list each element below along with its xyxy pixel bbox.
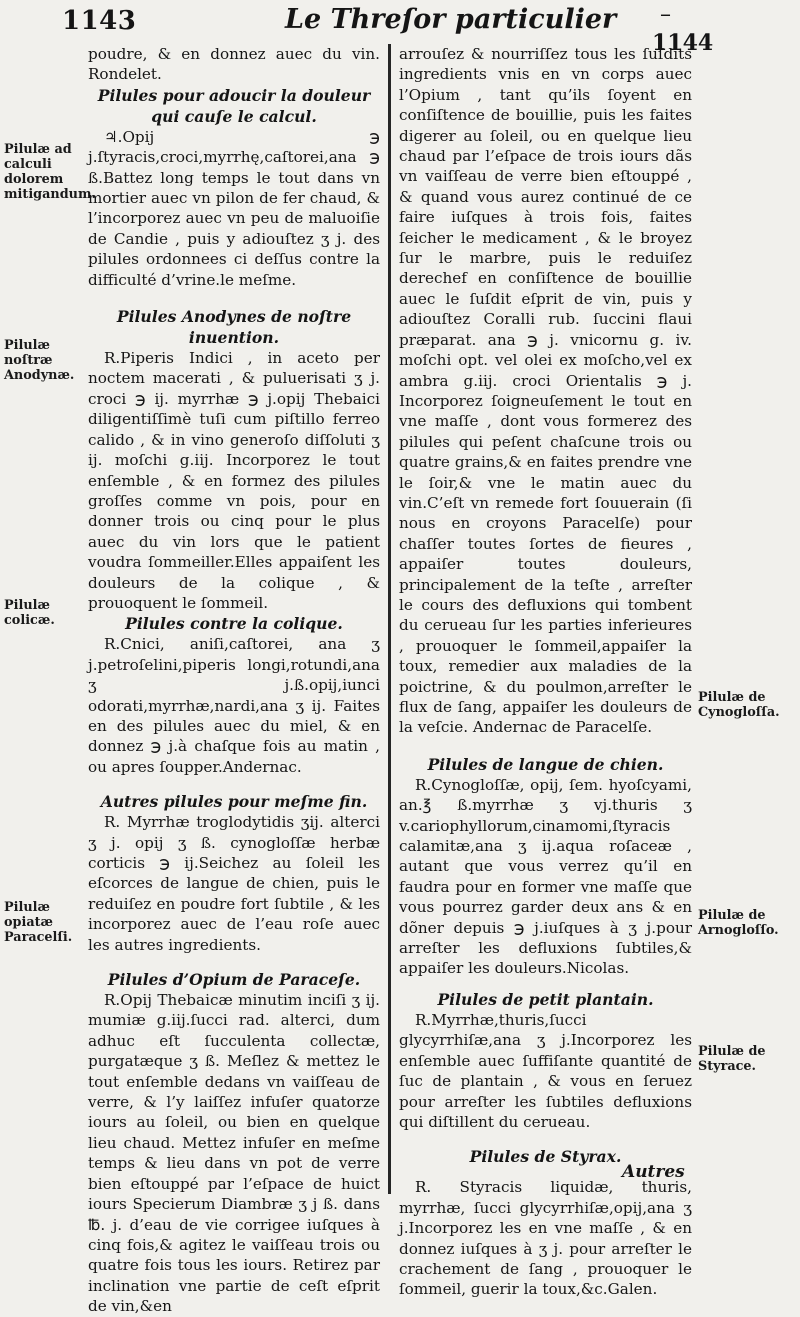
heading-other-pills: Autres pilules pour meſme fin. bbox=[100, 792, 368, 812]
body-colic-pills: R.Cnici, aniſi,caſtorei, ana ʒ j.petroſelini,piperis longi,rotundi,ana ʒ j.ß.opij,iunci odorati,myrrhæ,nardi,ana ʒ ij. Faites en des pilules auec du miel, & en donnez ℈ j.à chaſque fois au matin , ou apres ſoupper.Andernac. bbox=[88, 635, 380, 776]
header-dash-mark: – bbox=[660, 2, 671, 27]
body-dog-tongue-pills: R.Cynogloſſæ, opij, ſem. hyoſcyami, an.℥ ß.myrrhæ ʒ vj.thuris ʒ v.cariophyllorum,cinamomi,ſtyracis calamitæ,ana ʒ ij.aqua roſaceæ , autant que vous verrez qu’il en faudra pour en former vne maſſe que vous pourrez garder deux ans & en dõner depuis ℈ j.iuſques à ʒ j.pour arreſter les defluxions ſubtiles,& appaiſer les douleurs.Nicolas. bbox=[399, 775, 692, 978]
margin-note-anodyne: Pilulæ noſtræ Anodynæ. bbox=[4, 338, 75, 383]
margin-note-opiate: Pilulæ opiatæ Paracelſi. bbox=[4, 900, 73, 945]
body-other-pills: R. Myrrhæ troglodytidis ʒij. alterci ʒ j. opij ʒ ß. cynogloſſæ herbæ corticis ℈ ij.Seichez au ſoleil les eſcorces de langue de chien, puis le reduiſez en poudre fort ſubtile , & les incorporez auec de l’eau roſe auec les autres ingredients. bbox=[88, 813, 380, 954]
heading-calculus-pills: Pilules pour adoucir la douleur qui cauſe le calcul. bbox=[97, 85, 371, 126]
margin-note-cynoglossa: Pilulæ de Cynogloſſa. bbox=[698, 690, 780, 720]
body-opium-pills: R.Opij Thebaicæ minutim inciſi ʒ ij. mumiæ g.iij.ſucci rad. alterci, dum adhuc eſt ſucculenta collectæ, purgatæque ʒ ß. Meſlez & mettez le tout enſemble dedans vn vaiſſeau de verre, & l’y laiſſez infuſer quatorze iours au ſoleil, ou bien en quelque lieu chaud. Mettez infuſer en meſme temps & lieu dans vn pot de verre bien eſtouppé par l’eſpace de huict iours Specierum Diambræ ʒ j ß. dans ℔. j. d’eau de vie corrigee iuſques à cinq fois,& agitez le vaiſſeau trois ou quatre fois tous les iours. Retirez par inclination vne partie de ceſt eſprit de vin,&en bbox=[88, 991, 380, 1316]
heading-dog-tongue-pills: Pilules de langue de chien. bbox=[427, 754, 664, 774]
margin-note-calculus: Pilulæ ad calculi dolorem mitigandum. bbox=[4, 142, 96, 202]
running-title: Le Threſor particulier bbox=[285, 4, 617, 35]
right-page-number: 1144 bbox=[652, 30, 714, 56]
body-calculus-pills: ♃.Opij ℈ j.ſtyracis,croci,myrrhę,caſtorei,ana ℈ ß.Battez long temps le tout dans vn mortier auec vn pilon de fer chaud, & l’incorporez auec vn peu de maluoiſie de Candie , puis y adiouſtez ʒ j. des pilules ordonnees ci deſſus contre la difficulté d’vrine.le meſme. bbox=[88, 127, 380, 289]
heading-opium-pills: Pilules d’Opium de Paraceſe. bbox=[107, 970, 361, 990]
right-continuation-text: arrouſez & nourriſſez tous les ſuſdits ingredients vnis en vn corps auec l’Opium , tant qu’ils ſoyent en conſiſtence de bouillie, puis les faites digerer au ſoleil, ou en quelque lieu chaud par l’eſpace de trois iours dãs vn vaiſſeau de verre bien eſtouppé , & quand vous aurez continué de ce faire iuſques à trois fois, faites ſeicher le medicament , & le broyez ſur le marbre, puis le reduiſez derechef en conſiſtence de bouillie auec le ſuſdit eſprit de vin, puis y adiouſtez Coralli rub. ſuccini flaui præparat. ana ℈ j. vnicornu g. iv. moſchi opt. vel olei ex moſcho,vel ex ambra g.iij. croci Orientalis ℈ j. Incorporez ſoigneuſement le tout en vne maſſe , dont vous formerez des pilules qui peſent chaſcune trois ou quatre grains,& en faites prendre vne le ſoir,& vne le matin auec du vin.C’eſt vn remede fort ſouuerain (ſi nous en croyons Paracelſe) pour chaſſer toutes ſortes de fieures , appaiſer toutes douleurs, principalement de la teſte , arreſter le cours des defluxions qui tombent du cerueau ſur les parties inferieures , prouoquer le ſommeil,appaiſer la toux, remedier aux maladies de la poictrine, & du poulmon,arreſter le flux de ſang, appaiſer les douleurs de la veſcie. Andernac de Paracelſe. bbox=[399, 45, 692, 737]
body-styrax-pills: R. Styracis liquidæ, thuris, myrrhæ, ſucci glycyrrhiſæ,opij,ana ʒ j.Incorporez les en vne maſſe , & en donnez iuſques à ʒ j. pour arreſter le crachement de ſang , prouoquer le ſommeil, guerir la toux,&c.Galen. bbox=[399, 1178, 692, 1299]
heading-colic-pills: Pilules contre la colique. bbox=[125, 614, 343, 634]
margin-note-colic: Pilulæ colicæ. bbox=[4, 598, 55, 628]
left-column bbox=[88, 44, 380, 1317]
heading-plantain-pills: Pilules de petit plantain. bbox=[437, 989, 654, 1009]
catchword: Autres bbox=[622, 1162, 685, 1182]
margin-note-styrace: Pilulæ de Styrace. bbox=[698, 1044, 766, 1074]
left-page-number: 1143 bbox=[62, 6, 137, 36]
right-column bbox=[399, 44, 692, 1300]
body-plantain-pills: R.Myrrhæ,thuris,ſucci glycyrrhiſæ,ana ʒ j.Incorporez les enſemble auec ſuffiſante quantité de ſuc de plantain , & vous en ſeruez pour arreſter les ſubtiles defluxions qui diſtillent du cerueau. bbox=[399, 1010, 692, 1131]
left-intro-text: poudre, & en donnez auec du vin. Rondelet. bbox=[88, 45, 380, 84]
margin-note-arnoglosso: Pilulæ de Arnogloſſo. bbox=[698, 908, 779, 938]
heading-styrax-pills: Pilules de Styrax. bbox=[469, 1147, 622, 1167]
body-anodyne-pills: R.Piperis Indici , in aceto per noctem macerati , & puluerisati ʒ j. croci ℈ ij. myrrhæ ℈ j.opij Thebaici diligentiſſimè tuſi cum piſtillo ferreo calido , & in vino generoſo diſſoluti ʒ ij. moſchi g.iij. Incorporez le tout enſemble , & en formez des pilules groſſes comme vn pois, pour en donner trois ou cinq pour le plus auec du vin lors que le patient voudra ſommeiller.Elles appaiſent les douleurs de la colique , & prouoquent le ſommeil. bbox=[88, 349, 380, 612]
heading-anodyne-pills: Pilules Anodynes de noſtre inuention. bbox=[116, 307, 352, 348]
column-divider bbox=[388, 44, 391, 1194]
